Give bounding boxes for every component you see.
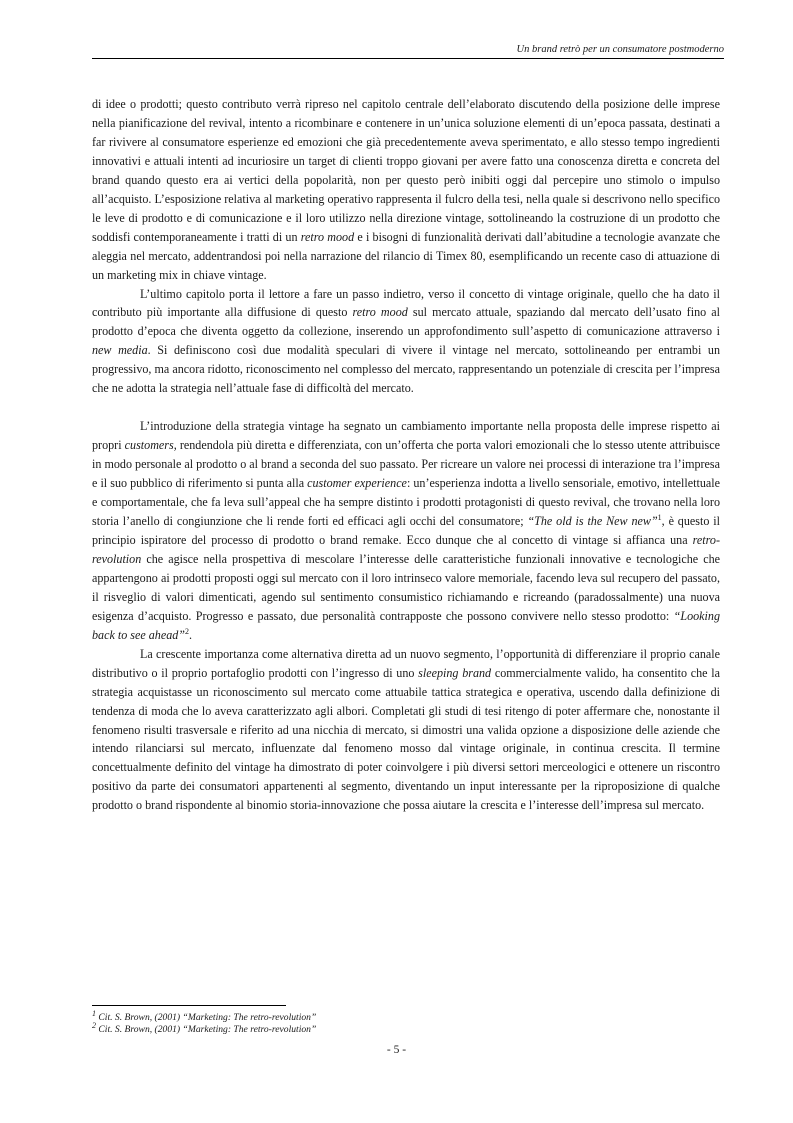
footnote-ref: 1 <box>657 512 662 522</box>
footnotes <box>92 1008 720 1036</box>
text-run: . <box>189 627 193 642</box>
italic-term: “The old is the New new” <box>527 514 658 529</box>
footnote <box>92 1008 720 1024</box>
header-title: Un brand retrò per un consumatore postmoderno <box>516 44 724 55</box>
text-run: L’ultimo capitolo porta il lettore a fare un passo indietro, verso il concetto di vintage originale, quello che ha dato il contributo più importante alla diffusione di questo <box>92 286 720 320</box>
paragraph <box>92 95 720 285</box>
text-run: La crescente importanza come alternativa diretta ad un nuovo segmento, l’opportunità di differenziare il proprio canale distributivo o il proprio portafoglio prodotti con l’ingresso di uno <box>92 646 720 680</box>
italic-term: customers, <box>124 438 177 453</box>
footnote-separator <box>92 1005 286 1006</box>
footnote-ref: 2 <box>185 626 190 636</box>
italic-term: retro mood <box>352 305 408 320</box>
footnote <box>92 1020 720 1036</box>
italic-term: “Looking back to see ahead” <box>92 608 720 642</box>
footnote-number: 2 <box>92 1020 96 1030</box>
text-run: e i bisogni di funzionalità derivati dall’abitudine a tecnologie avanzate che aleggia nel mercato, addentrandosi poi nella narrazione del rilancio di Timex 80, esemplificando un recente caso di attuazione di un marketing mix in chiave vintage. <box>92 229 720 282</box>
text-run: di idee o prodotti; questo contributo verrà ripreso nel capitolo centrale dell’elaborato discutendo della posizione delle imprese nella pianificazione del revival, intento a ricombinare e contenere in un’unica soluzione elementi di un’epoca passata, destinati a far rivivere al consumatore esperienze ed emozioni che già precedentemente aveva sperimentato, e allo stesso tempo ingredienti innovativi e attuali intenti ad incuriosire un target di clienti troppo giovani per avere fatto una conoscenza diretta e concreta del brand quando questo era ai vertici della popolarità, non per questo però inibiti oggi dal percepire uno stimolo o impulso all’acquisto. L’esposizione relativa al marketing operativo rappresenta il fulcro della tesi, nella quale si descrivono nello specifico le leve di prodotto e di comunicazione e il loro utilizzo nella direzione vintage, sottolineando la costruzione di un prodotto che soddisfi contemporaneamente i tratti di un <box>92 97 720 244</box>
italic-term: customer experience <box>307 476 407 491</box>
text-run: : un’esperienza indotta a livello sensoriale, emotivo, intellettuale e comportamentale, che fa leva sull’appeal che ha sempre distinto i prodotti protagonisti di questo revival, che trovano nella loro storia l’anello di congiunzione che li rende forti ed efficaci agli occhi del consumatore; <box>92 476 720 529</box>
running-header <box>92 44 724 59</box>
italic-term: retro-revolution <box>92 532 720 566</box>
italic-term: new media <box>92 343 148 358</box>
text-run: commercialmente valido, ha consentito che la strategia acquistasse un riconoscimento sul mercato come attuabile tattica strategica e operativa, uscendo dalla definizione di tendenza di moda che lo aveva caratterizzato agli albori. Completati gli studi di tesi ritengo di poter affermare che, nonostante il fenomeno risulti trasversale e riferito ad una nicchia di mercato, si dimostri una valida opzione a disposizione delle aziende che intendo rilanciarsi sul mercato, influenzate dal fenomeno mosso dal vintage originale, in continua crescita. Il termine concettualmente definito del vintage ha dimostrato di poter coinvolgere i più diversi settori merceologici e ottenere un riscontro positivo da parte dei consumatori appartenenti al segmento, diventando un input interessante per la riproposizione di qualche prodotto o brand rispondente al binomio storia-innovazione che possa aiutare la crescita e l’interesse dell’impresa sul mercato. <box>92 665 721 813</box>
text-run: rendendola più diretta e differenziata, con un’offerta che porta valori emozionali che lo stesso utente attribuisce in modo personale al prodotto o al brand a seconda del suo passato. Per ricreare un valore nei processi di interazione tra l’impresa e il suo pubblico di riferimento si punta alla <box>92 438 720 491</box>
text-run: , è questo il principio ispiratore del processo di prodotto o brand remake. Ecco dunque che al concetto di vintage si affianca una <box>92 514 720 547</box>
text-run: sul mercato attuale, spaziando dal mercato dell’usato fino al prodotto d’epoca che diventa oggetto da collezione, inserendo un approfondimento sull’aspetto di comunicazione attraverso i <box>92 305 720 339</box>
italic-term: sleeping brand <box>418 665 492 680</box>
italic-term: retro mood <box>300 229 355 244</box>
footnote-text: Cit. S. Brown, (2001) “Marketing: The retro-revolution” <box>98 1012 317 1023</box>
paragraph <box>92 645 720 816</box>
text-run: L’introduzione della strategia vintage ha segnato un cambiamento importante nella proposta delle imprese rispetto ai propri <box>92 419 720 453</box>
footnote-number: 1 <box>92 1008 96 1018</box>
page-number: - 5 - <box>386 1044 407 1056</box>
paragraph <box>92 285 720 399</box>
text-run: . Si definiscono così due modalità speculari di vivere il vintage nel mercato, sottolineando per entrambi un progressivo, ma ancora ridotto, riconoscimento nel complesso del mercato, rappresentando un potenziale di crescita per l’impresa che ne adotta la strategia nell’attuale fase di difficoltà del mercato. <box>92 343 721 396</box>
body-text <box>92 95 720 815</box>
paragraph <box>92 417 720 644</box>
footnote-text: Cit. S. Brown, (2001) “Marketing: The retro-revolution” <box>98 1024 317 1035</box>
text-run: che agisce nella prospettiva di mescolare l’interesse delle caratteristiche funzionali innovative e tecnologiche che appartengono ai prodotti proposti oggi sul mercato con il loro intrinseco valore memoriale, facendo leva sul recupero del passato, il risveglio di valori dimenticati, agendo sul sentimento consumistico richiamando e ricreando (paradossalmente) una nuova esigenza d’acquisto. Progresso e passato, due personalità contrapposte che possono convivere nello stesso prodotto: <box>92 551 720 623</box>
